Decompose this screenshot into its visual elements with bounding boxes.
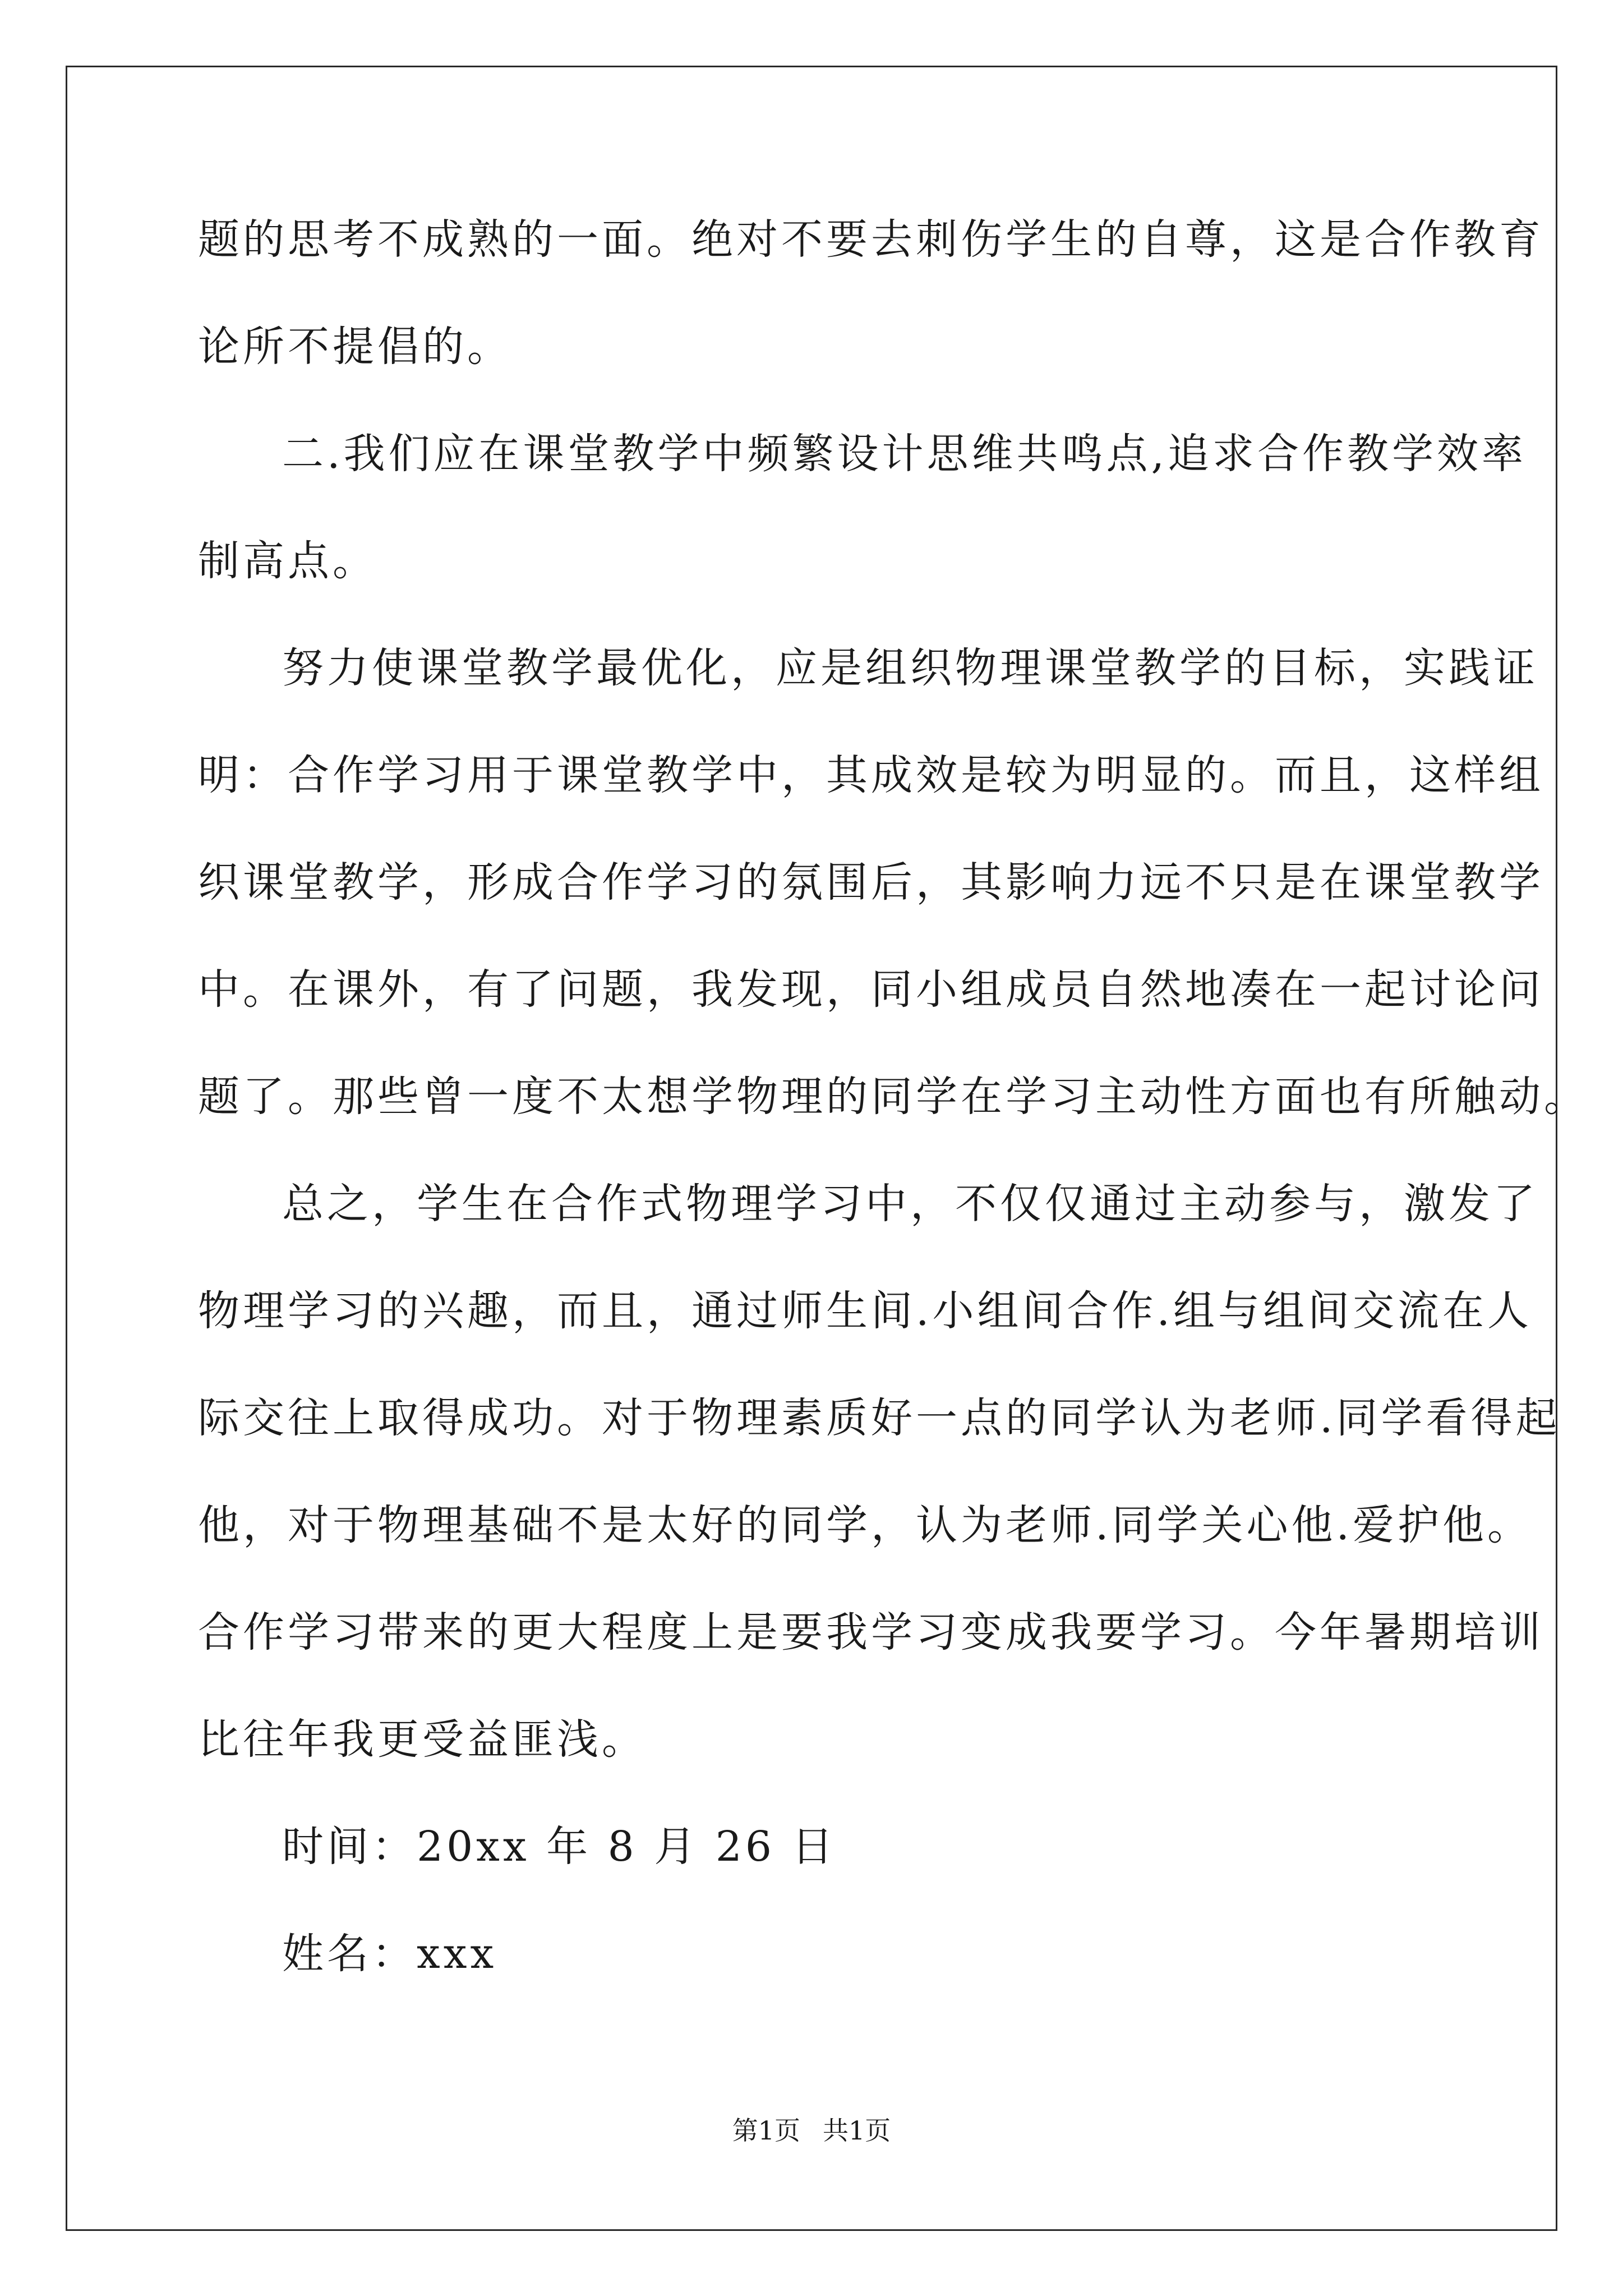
text-line-15: 比往年我更受益匪浅。 [198,1715,647,1764]
text-line-10: 总之，学生在合作式物理学习中，不仅仅通过主动参与，激发了 [282,1180,1538,1228]
document-body [198,215,1589,2037]
text-line-8: 中。在课外，有了问题，我发现，同小组成员自然地凑在一起讨论问 [198,965,1544,1014]
page-footer [0,2115,1623,2146]
text-line-7: 织课堂教学，形成合作学习的氛围后，其影响力远不只是在课堂教学 [198,858,1544,907]
text-line-1: 题的思考不成熟的一面。绝对不要去刺伤学生的自尊，这是合作教育 [198,215,1544,264]
text-line-9: 题了。那些曾一度不太想学物理的同学在学习主动性方面也有所触动。 [198,1073,1589,1121]
text-line-4: 制高点。 [198,537,377,585]
name-line: 姓名：xxx [282,1930,497,1978]
date-line: 时间：20xx 年 8 月 26 日 [282,1823,837,1871]
text-line-5: 努力使课堂教学最优化，应是组织物理课堂教学的目标，实践证 [282,644,1538,692]
text-line-2: 论所不提倡的。 [198,323,512,371]
text-line-12: 际交往上取得成功。对于物理素质好一点的同学认为老师.同学看得起 [198,1394,1561,1442]
text-line-3: 二.我们应在课堂教学中频繁设计思维共鸣点,追求合作教学效率 [282,430,1527,478]
page-number: 第1页 [732,2115,800,2146]
text-line-6: 明：合作学习用于课堂教学中，其成效是较为明显的。而且，这样组 [198,751,1544,799]
text-line-14: 合作学习带来的更大程度上是要我学习变成我要学习。今年暑期培训 [198,1608,1544,1657]
text-line-13: 他，对于物理基础不是太好的同学，认为老师.同学关心他.爱护他。 [198,1501,1533,1549]
page-total: 共1页 [823,2115,891,2146]
text-line-11: 物理学习的兴趣，而且，通过师生间.小组间合作.组与组间交流在人 [198,1287,1533,1335]
